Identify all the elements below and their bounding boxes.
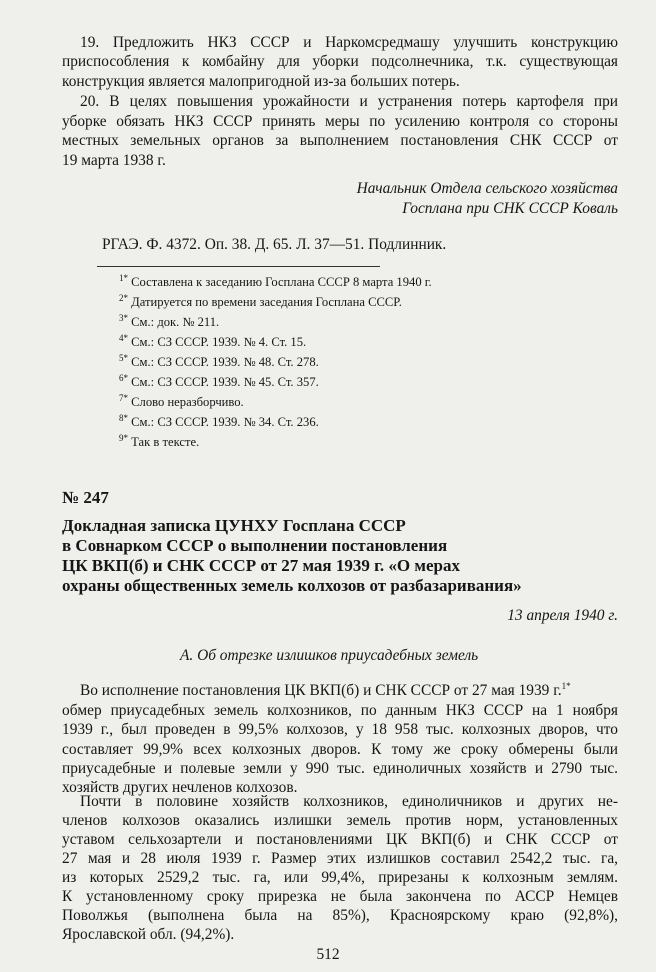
- para-20-line-1: 20. В целях повышения урожайности и устранения потерь картофеля при: [80, 93, 618, 110]
- body-1-line-6: хозяйств других нечленов колхозов.: [62, 779, 298, 796]
- footnote-text: См.: док. № 211.: [131, 315, 220, 329]
- document-title-line-1: Докладная записка ЦУНХУ Госплана СССР: [62, 516, 406, 535]
- para-20-line-3: местных земельных органов за выполнением постановления СНК СССР от: [62, 132, 618, 149]
- footnote-divider: [97, 266, 380, 267]
- footnote-mark: 6*: [119, 372, 128, 383]
- body-2-line-4: 27 мая и 28 июля 1939 г. Размер этих излишков составил 2542,2 тыс. га,: [62, 850, 618, 867]
- footnote-mark: 1*: [119, 272, 128, 283]
- body-2-line-2: членов колхозов оказались излишки земель против норм, установленных: [62, 812, 618, 829]
- signature-line-2: Госплана при СНК СССР Коваль: [402, 200, 618, 217]
- footnote-text: Так в тексте.: [131, 435, 200, 449]
- footnote-2: [119, 292, 402, 310]
- body-2-line-8: Ярославской обл. (94,2%).: [62, 926, 235, 943]
- body-2-line-5: из которых 2529,2 тыс. га, или 99,4%, прирезаны к колхозным землям.: [62, 869, 618, 886]
- footnote-text: Составлена к заседанию Госплана СССР 8 марта 1940 г.: [131, 275, 432, 289]
- body-1-line-4: составляет 99,9% всех колхозных дворов. К тому же сроку обмерены были: [62, 741, 618, 758]
- document-number: № 247: [62, 488, 109, 507]
- para-19-line-1: 19. Предложить НКЗ СССР и Наркомсредмашу улучшить конструкцию: [80, 34, 618, 51]
- footnote-text: См.: СЗ СССР. 1939. № 4. Ст. 15.: [131, 335, 307, 349]
- body-1-line-5: приусадебные и полевые земли у 990 тыс. единоличных хозяйств и 2790 тыс.: [62, 760, 618, 777]
- document-title-line-2: в Совнарком СССР о выполнении постановления: [62, 536, 448, 555]
- footnote-text: Датируется по времени заседания Госплана СССР.: [131, 295, 402, 309]
- footnote-1: [119, 272, 432, 290]
- body-1-line-3: 1939 г., был проведен в 99,5% колхозов, у 18 958 тыс. колхозных дворов, что: [62, 721, 618, 738]
- footnote-mark: 2*: [119, 292, 128, 303]
- section-heading: А. Об отрезке излишков приусадебных земель: [180, 647, 479, 664]
- document-title-line-4: охраны общественных земель колхозов от разбазаривания»: [62, 576, 522, 595]
- para-20-line-2: уборке обязать НКЗ СССР принять меры по усилению контроля со стороны: [62, 113, 618, 130]
- para-19-line-3: конструкция является малопригодной из-за больших потерь.: [62, 73, 460, 90]
- body-1-line-1-text: Во исполнение постановления ЦК ВКП(б) и СНК СССР от 27 мая 1939 г.: [80, 682, 562, 699]
- footnote-ref-1: 1*: [561, 680, 571, 691]
- footnote-mark: 9*: [119, 432, 128, 443]
- body-2-line-7: Поволжья (выполнена была на 85%), Красноярскому краю (92,8%),: [62, 907, 618, 924]
- body-2-line-6: К установленному сроку прирезка не была закончена по АССР Немцев: [62, 888, 618, 905]
- footnote-mark: 4*: [119, 332, 128, 343]
- footnote-5: [119, 352, 319, 370]
- footnote-3: [119, 312, 220, 330]
- page-number: 512: [316, 946, 340, 963]
- footnote-mark: 8*: [119, 412, 128, 423]
- footnote-mark: 3*: [119, 312, 128, 323]
- archive-reference: РГАЭ. Ф. 4372. Оп. 38. Д. 65. Л. 37—51. Подлинник.: [102, 236, 447, 253]
- body-2-line-1: Почти в половине хозяйств колхозников, единоличников и других не-: [80, 793, 618, 810]
- footnote-text: См.: СЗ СССР. 1939. № 45. Ст. 357.: [131, 375, 319, 389]
- body-1-line-1: [80, 681, 571, 701]
- footnote-4: [119, 332, 307, 350]
- footnote-9: [119, 432, 200, 450]
- para-19-line-2: приспособления к комбайну для уборки подсолнечника, т.к. существующая: [62, 53, 618, 70]
- footnote-mark: 5*: [119, 352, 128, 363]
- footnote-text: См.: СЗ СССР. 1939. № 48. Ст. 278.: [131, 355, 319, 369]
- footnote-8: [119, 412, 319, 430]
- signature-line-1: Начальник Отдела сельского хозяйства: [356, 180, 618, 197]
- footnote-text: Слово неразборчиво.: [131, 395, 244, 409]
- footnote-7: [119, 392, 244, 410]
- document-title-line-3: ЦК ВКП(б) и СНК СССР от 27 мая 1939 г. «О мерах: [62, 556, 460, 575]
- footnote-mark: 7*: [119, 392, 128, 403]
- body-1-line-2: обмер приусадебных земель колхозников, по данным НКЗ СССР на 1 ноября: [62, 702, 618, 719]
- footnote-text: См.: СЗ СССР. 1939. № 34. Ст. 236.: [131, 415, 319, 429]
- para-20-line-4: 19 марта 1938 г.: [62, 152, 166, 169]
- footnote-6: [119, 372, 319, 390]
- document-date: 13 апреля 1940 г.: [507, 607, 618, 624]
- body-2-line-3: уставом сельхозартели и постановлениями ЦК ВКП(б) и СНК СССР от: [62, 831, 618, 848]
